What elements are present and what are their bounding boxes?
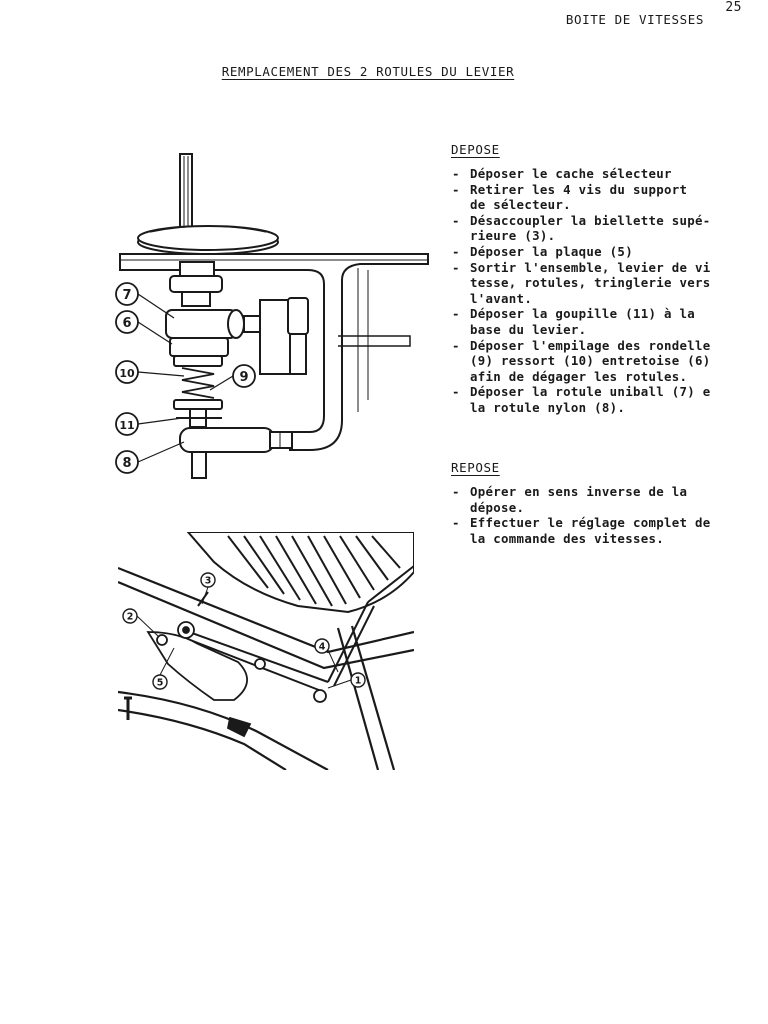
installed-linkage-figure [118, 532, 414, 770]
depose-step: - Sortir l'ensemble, levier de vi tesse, rotules, tringlerie vers l'avant. [451, 260, 761, 307]
repose-step-list [451, 484, 761, 546]
depose-heading: DEPOSE [451, 142, 500, 157]
gear-lever-shaft [180, 154, 192, 234]
callout-label: 8 [122, 456, 132, 471]
callout-label: 10 [119, 367, 135, 380]
callout-label: 6 [122, 316, 132, 331]
callout-label: 7 [122, 288, 132, 303]
callout-label: 9 [239, 370, 249, 385]
callout-label: 4 [318, 641, 326, 653]
selector-cover-disc [138, 226, 278, 254]
depose-step: - Déposer la plaque (5) [451, 244, 761, 260]
depose-step: - Déposer l'empilage des rondelle (9) ressort (10) entretoise (6) afin de dégager les rotules. [451, 338, 761, 385]
callout-label: 2 [126, 611, 134, 623]
page-number: 25 [725, 0, 742, 15]
repose-step: - Effectuer le réglage complet de la commande des vitesses. [451, 515, 761, 546]
depose-step: - Déposer la rotule uniball (7) e la rotule nylon (8). [451, 384, 761, 415]
callout-label: 3 [204, 575, 212, 587]
chapter-title: BOITE DE VITESSES [565, 12, 704, 27]
lever-ball-joint-figure [110, 150, 432, 486]
repose-step: - Opérer en sens inverse de la dépose. [451, 484, 761, 515]
depose-step: - Déposer la goupille (11) à la base du levier. [451, 306, 761, 337]
callout-label: 1 [354, 675, 362, 687]
depose-step: - Déposer le cache sélecteur [451, 166, 761, 182]
page-title: REMPLACEMENT DES 2 ROTULES DU LEVIER [221, 64, 515, 79]
depose-step-list [451, 166, 761, 416]
callout-label: 5 [156, 677, 164, 689]
depose-step: - Désaccoupler la biellette supé- rieure (3). [451, 213, 761, 244]
repose-heading: REPOSE [451, 460, 500, 475]
adjusting-bracket [260, 298, 308, 374]
callout-label: 11 [119, 419, 135, 432]
depose-step: - Retirer les 4 vis du support de sélecteur. [451, 182, 761, 213]
